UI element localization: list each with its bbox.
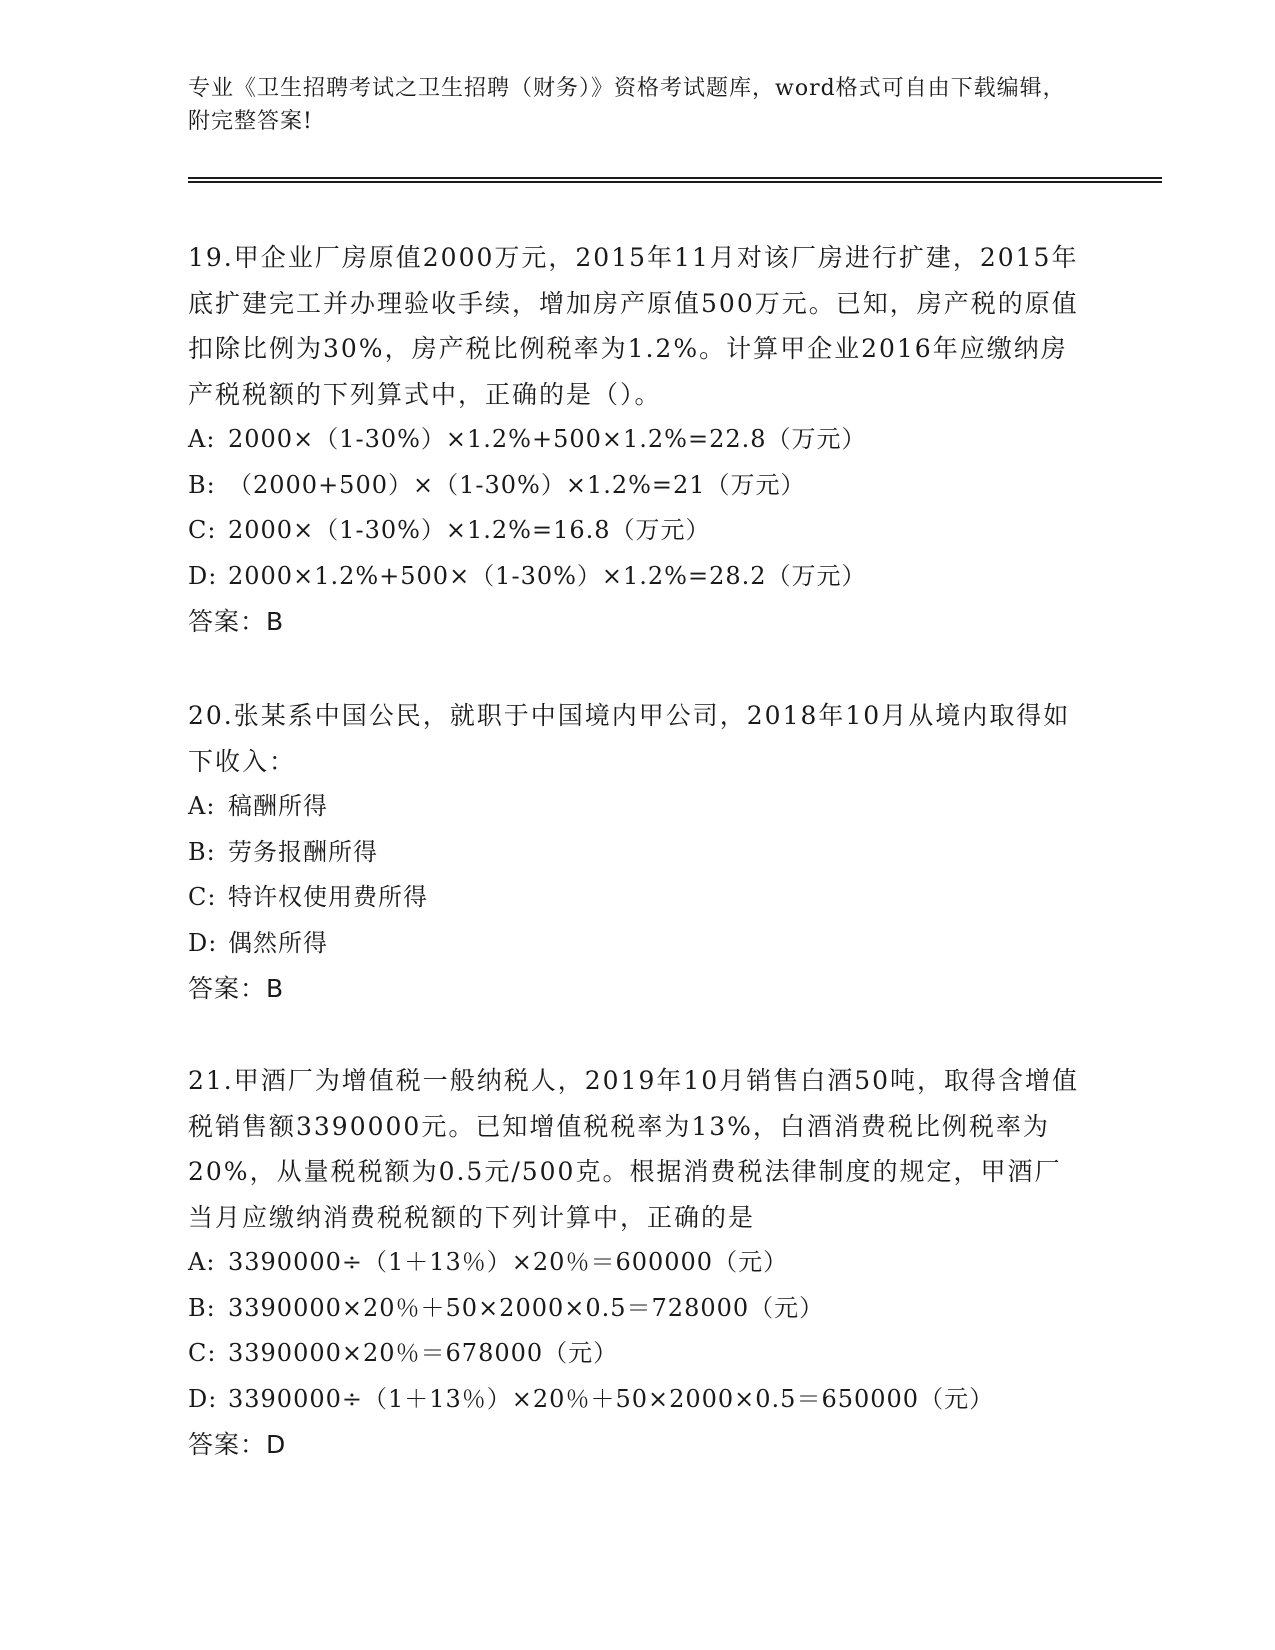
question-21 (188, 1058, 1088, 1468)
answer-line: 答案：B (188, 607, 285, 636)
option-key: B: (188, 470, 216, 499)
option-key: B: (188, 1293, 216, 1322)
option-text: 特许权使用费所得 (228, 883, 428, 911)
option-key: C: (188, 883, 217, 911)
option-c (188, 1331, 1088, 1377)
option-a (188, 417, 1088, 463)
option-text: 偶然所得 (228, 928, 328, 957)
answer-line: 答案：D (188, 1430, 287, 1459)
option-a (188, 784, 1088, 830)
option-b (188, 830, 1088, 876)
option-key: A: (188, 792, 216, 820)
question-stem: 21.甲酒厂为增值税一般纳税人，2019年10月销售白酒50吨，取得含增值税销售额3390000元。已知增值税税率为13%，白酒消费税比例税率为20%，从量税税额为0.5元/500克。根据消费税法律制度的规定，甲酒厂当月应缴纳消费税税额的下列计算中，正确的是 (188, 1066, 1080, 1232)
option-a (188, 1240, 1088, 1286)
option-text: 稿酬所得 (228, 792, 328, 820)
option-key: D: (188, 928, 218, 957)
question-stem: 19.甲企业厂房原值2000万元，2015年11月对该厂房进行扩建，2015年底扩建完工并办理验收手续，增加房产原值500万元。已知，房产税的原值扣除比例为30%，房产税比例税率为1.2%。计算甲企业2016年应缴纳房产税税额的下列算式中，正确的是（）。 (188, 243, 1079, 409)
option-key: B: (188, 837, 216, 866)
option-c (188, 875, 1088, 921)
option-text: 3390000×20％＝678000（元） (228, 1339, 619, 1367)
option-text: 3390000×20％＋50×2000×0.5＝728000（元） (228, 1293, 825, 1322)
option-key: A: (188, 1248, 216, 1276)
option-text: 2000×（1-30%）×1.2%=16.8（万元） (228, 516, 711, 544)
option-text: 3390000÷（1＋13％）×20％＝600000（元） (228, 1248, 789, 1276)
option-key: D: (188, 1384, 218, 1413)
option-c (188, 508, 1088, 554)
answer-line: 答案：B (188, 974, 285, 1003)
option-b (188, 1286, 1088, 1332)
question-stem: 20.张某系中国公民，就职于中国境内甲公司，2018年10月从境内取得如下收入： (188, 701, 1071, 776)
option-text: 3390000÷（1＋13％）×20％＋50×2000×0.5＝650000（元） (228, 1384, 995, 1413)
header-divider (188, 177, 1162, 183)
question-20 (188, 693, 1088, 1012)
option-text: 劳务报酬所得 (228, 837, 378, 866)
document-header-intro: 专业《卫生招聘考试之卫生招聘（财务）》资格考试题库，word格式可自由下载编辑，附完整答案! (188, 76, 1066, 134)
option-d (188, 554, 1088, 600)
option-text: 2000×1.2%+500×（1-30%）×1.2%=28.2（万元） (228, 561, 867, 590)
option-b (188, 463, 1088, 509)
option-d (188, 1377, 1088, 1423)
option-key: C: (188, 516, 217, 544)
question-19 (188, 235, 1088, 645)
option-key: D: (188, 561, 218, 590)
option-text: （2000+500）×（1-30%）×1.2%=21（万元） (228, 470, 806, 499)
option-key: A: (188, 425, 216, 453)
option-key: C: (188, 1339, 217, 1367)
option-text: 2000×（1-30%）×1.2%+500×1.2%=22.8（万元） (228, 425, 867, 453)
option-d (188, 921, 1088, 967)
